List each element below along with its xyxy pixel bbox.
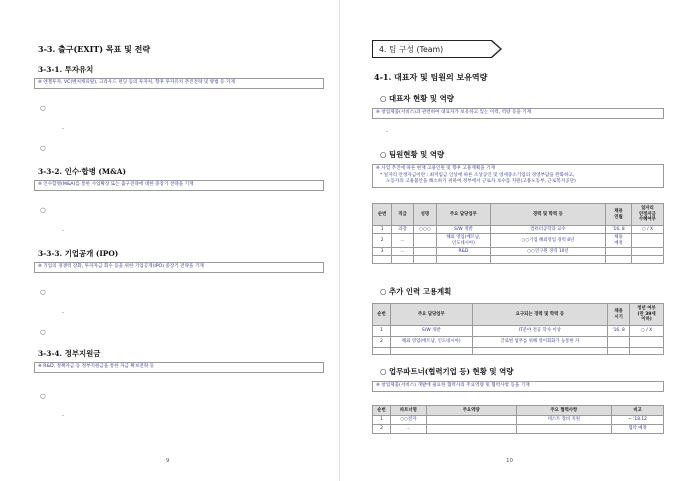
col-header: 순번 xyxy=(373,204,392,226)
table-cell: 2 xyxy=(373,425,391,434)
table-cell xyxy=(606,248,632,256)
col-header: 일자리 안정자금 수혜여부 xyxy=(631,204,663,226)
table-cell: 글로벌 업무를 위해 영어회화가 능통한 자 xyxy=(472,337,607,348)
team-members-note xyxy=(372,164,664,188)
table-cell: ○○전자 xyxy=(390,416,426,425)
table-row xyxy=(373,416,664,425)
table-cell xyxy=(631,248,663,256)
section-title-ma: 3-3-2. 인수·합병 (M&A) xyxy=(38,167,126,176)
table-cell: S/W 개발 xyxy=(390,326,472,337)
table-row xyxy=(373,337,664,348)
col-header: 채용 시기 xyxy=(608,304,630,326)
bullet: ○ xyxy=(40,104,46,112)
table-cell xyxy=(490,256,606,264)
section-title-ipo: 3-3-3. 기업공개 (IPO) xyxy=(38,249,119,258)
col-header: 파트너명 xyxy=(390,406,426,416)
table-cell: ... xyxy=(392,248,413,256)
table-cell: 1 xyxy=(373,326,391,337)
table-cell: R&D xyxy=(437,248,490,256)
table-cell: ○○연구원 경력 10년 xyxy=(490,248,606,256)
table-cell: 2 xyxy=(373,337,391,348)
table-cell xyxy=(373,348,391,355)
arrow-inner-shape xyxy=(491,41,500,57)
table-cell: 2 xyxy=(373,234,392,248)
table-cell: 테스트 장비 지원 xyxy=(516,416,612,425)
team-members-title: ○ 팀원현황 및 역량 xyxy=(380,150,445,159)
dash: - xyxy=(386,129,388,135)
col-header: 요구되는 경력 및 학력 등 xyxy=(472,304,607,326)
table-cell: ~ '18.12 xyxy=(612,416,664,425)
bullet: ○ xyxy=(40,392,46,400)
table-cell: 해외 영업(베트남, 인도네시아) xyxy=(390,337,472,348)
table-cell: ○○○ xyxy=(413,226,437,234)
col-header: 청년 여부 (만 39세 이하) xyxy=(630,304,664,326)
table-cell xyxy=(631,256,663,264)
table-cell xyxy=(426,416,516,425)
hiring-plan-table xyxy=(372,303,664,355)
table-cell xyxy=(630,348,664,355)
table-cell: ... xyxy=(392,234,413,248)
col-header: 성명 xyxy=(413,204,437,226)
right-page xyxy=(340,0,680,481)
table-cell xyxy=(373,256,392,264)
col-header: 주요 담당업무 xyxy=(390,304,472,326)
table-cell xyxy=(437,256,490,264)
table-row xyxy=(373,425,664,434)
note-ma: ※ 인수합병(M&A)를 통한 사업확장 또는 출구전략에 대한 중장기 전략을 기재 xyxy=(34,180,324,191)
rep-note: ※ 창업제품(서비스)과 관련하여 대표자가 보유하고 있는 이력, 역량 등을 기재 xyxy=(372,108,664,119)
bullet: ○ xyxy=(40,144,46,152)
col-header: 순번 xyxy=(373,304,391,326)
partner-title: ○ 업무파트너(협력기업 등) 현황 및 역량 xyxy=(380,367,514,376)
table-row xyxy=(373,226,664,234)
partner-table xyxy=(372,405,664,434)
table-cell: 컴퓨터공학과 교수 xyxy=(490,226,606,234)
exit-heading: 3-3. 출구(EXIT) 목표 및 전략 xyxy=(38,44,151,54)
table-cell xyxy=(472,348,607,355)
bullet: ○ xyxy=(40,288,46,296)
table-cell: ○ / X xyxy=(631,226,663,234)
table-cell xyxy=(630,337,664,348)
note-ipo: ※ 기업의 경쟁력 강화, 투자자금 회수 등을 위한 기업공개(IPO) 중장기 전략을 기재 xyxy=(34,262,324,273)
table-cell: 과장 xyxy=(392,226,413,234)
team-heading: 4-1. 대표자 및 팀원의 보유역량 xyxy=(374,72,488,82)
table-cell xyxy=(413,248,437,256)
table-header-row xyxy=(373,304,664,326)
table-cell: 채용 예정 xyxy=(606,234,632,248)
col-header: 비고 xyxy=(612,406,664,416)
col-header: 주요 협력사항 xyxy=(516,406,612,416)
note-gov: ※ R&D, 정책자금 등 정부지원금을 통한 자금 확보전략 등 xyxy=(34,362,324,373)
table-header-row xyxy=(373,204,664,226)
table-cell: '16. 8 xyxy=(606,226,632,234)
table-cell xyxy=(606,256,632,264)
note-line: * 일자리 안정자금이란 : 최저임금 인상에 따른 소상공인 및 영세중소기업의 경영부담을 완화하고, xyxy=(380,172,575,178)
bullet: ○ xyxy=(40,206,46,214)
hiring-plan-title: ○ 추가 인력 고용계획 xyxy=(380,287,452,296)
bullet: ○ xyxy=(40,328,46,336)
dash: - xyxy=(62,413,64,419)
table-cell: ○ / X xyxy=(630,326,664,337)
table-cell: 1 xyxy=(373,226,392,234)
table-cell: S/W 개발 xyxy=(437,226,490,234)
table-cell xyxy=(631,234,663,248)
col-header: 경력 및 학력 등 xyxy=(490,204,606,226)
table-header-row xyxy=(373,406,664,416)
dash: - xyxy=(62,126,64,132)
col-header: 주요역량 xyxy=(426,406,516,416)
section-title-gov: 3-3-4. 정부지원금 xyxy=(38,349,101,358)
rep-title: ○ 대표자 현황 및 역량 xyxy=(380,94,454,103)
table-cell: 3 xyxy=(373,248,392,256)
page-number: 9 xyxy=(166,458,170,464)
table-cell xyxy=(608,337,630,348)
table-cell xyxy=(413,256,437,264)
col-header: 순번 xyxy=(373,406,391,416)
team-members-table xyxy=(372,203,664,264)
table-cell: 협약 예정 xyxy=(612,425,664,434)
note-line: ※ 사업 추진에 따른 현재 고용인원 및 향후 고용계획을 기재 xyxy=(376,166,496,171)
table-cell: 해외 영업(베트남, 인도네시아) xyxy=(437,234,490,248)
table-row xyxy=(373,256,664,264)
table-cell: IT분야 전공 학사 이상 xyxy=(472,326,607,337)
table-cell: '16. 8 xyxy=(608,326,630,337)
table-cell xyxy=(390,348,472,355)
table-cell xyxy=(608,348,630,355)
dash: - xyxy=(62,310,64,316)
col-header: 직급 xyxy=(392,204,413,226)
table-row xyxy=(373,234,664,248)
note-line: 노동자의 고용불안을 해소하기 위하여 정부에서 근로자 보수를 지원(고용노동부, 근로복지공단) xyxy=(386,179,576,185)
table-cell: ... xyxy=(390,425,426,434)
table-cell xyxy=(426,425,516,434)
table-row xyxy=(373,326,664,337)
team-label: 4. 팀 구성 (Team) xyxy=(372,40,492,58)
table-cell xyxy=(392,256,413,264)
table-row xyxy=(373,248,664,256)
col-header: 주요 담당업무 xyxy=(437,204,490,226)
page-number: 10 xyxy=(506,458,513,464)
section-title-investment: 3-3-1. 투자유치 xyxy=(38,65,94,74)
note-investment: ※ 엔젤투자, VC(벤처캐피탈), 크라우드 펀딩 등의 투자처, 향후 투자유치 추진전략 및 방법 등 기재 xyxy=(34,78,324,89)
dash: - xyxy=(62,228,64,234)
table-cell: 1 xyxy=(373,416,391,425)
table-cell xyxy=(413,234,437,248)
col-header: 채용 연월 xyxy=(606,204,632,226)
table-cell: ○○기업 해외영업 경력 8년 xyxy=(490,234,606,248)
table-row xyxy=(373,348,664,355)
table-cell xyxy=(516,425,612,434)
partner-note: ※ 창업제품(서비스) 개발에 필요한 협력사의 주요역량 및 협력사항 등을 기재 xyxy=(372,381,664,392)
